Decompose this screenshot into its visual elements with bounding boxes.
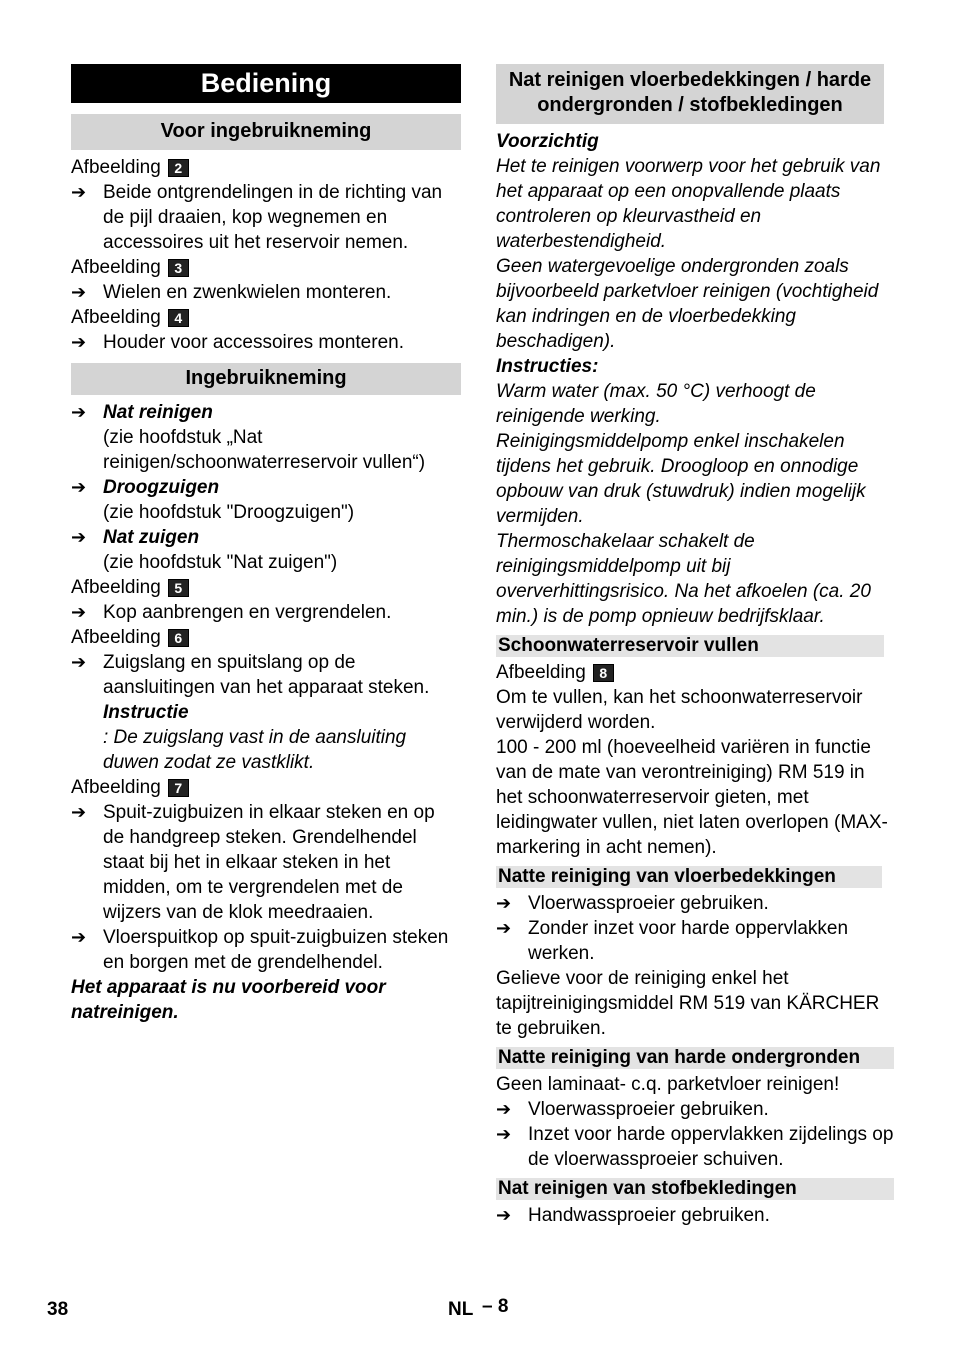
paragraph: 100 - 200 ml (hoeveelheid variëren in functie van de mate van verontreiniging) RM 519 in het schoonwaterreservoir gieten, met leidingwater vullen, niet laten overlopen (MAX-markering in acht nemen). xyxy=(496,737,888,858)
section-heading-stofbekledingen: Nat reinigen van stofbekledingen xyxy=(496,1178,894,1200)
page-number: 38 xyxy=(47,1299,69,1320)
section-heading-voor-ingebruikneming: Voor ingebruikneming xyxy=(71,114,461,150)
figure-number-badge: 2 xyxy=(168,159,189,177)
right-column xyxy=(496,64,894,1228)
mode-label: Droogzuigen xyxy=(103,477,220,498)
caution-text: Het te reinigen voorwerp voor het gebruik van het apparaat op een onopvallende plaats controleren op kleurvastheid en waterbestendigheid. xyxy=(496,156,881,252)
arrow-right-icon: ➔ xyxy=(496,1099,512,1119)
figure-number-badge: 3 xyxy=(168,259,189,277)
caution-label: Voorzichtig xyxy=(496,131,599,152)
chapter-reference: (zie hoofdstuk "Droogzuigen") xyxy=(103,502,355,523)
arrow-right-icon: ➔ xyxy=(496,1205,512,1225)
arrow-right-icon: ➔ xyxy=(496,918,512,938)
section-heading-nat-reinigen: Nat reinigen vloerbedekkingen / harde ondergronden / stofbekledingen xyxy=(496,64,884,124)
arrow-right-icon: ➔ xyxy=(496,1124,512,1144)
figure-reference: Afbeelding 4 xyxy=(71,305,461,330)
figure-reference: Afbeelding 6 xyxy=(71,625,461,650)
figure-reference: Afbeelding 8 xyxy=(496,660,894,685)
section-heading-vloerbedekkingen: Natte reiniging van vloerbedekkingen xyxy=(496,866,882,888)
paragraph: Gelieve voor de reiniging enkel het tapijtreinigingsmiddel RM 519 van KÄRCHER te gebruiken. xyxy=(496,968,880,1039)
figure-number-badge: 6 xyxy=(168,629,189,647)
instruction-text: Warm water (max. 50 °C) verhoogt de reinigende werking. xyxy=(496,381,816,427)
paragraph: Om te vullen, kan het schoonwaterreservoir verwijderd worden. xyxy=(496,687,863,733)
figure-reference: Afbeelding 7 xyxy=(71,775,461,800)
arrow-right-icon: ➔ xyxy=(71,282,87,302)
arrow-right-icon: ➔ xyxy=(71,477,87,497)
language-code: NL xyxy=(448,1299,474,1320)
figure-reference: Afbeelding 5 xyxy=(71,575,461,600)
paragraph: Geen laminaat- c.q. parketvloer reinigen! xyxy=(496,1074,840,1095)
instruction-step: ➔ Vloerwassproeier gebruiken. xyxy=(496,1099,769,1120)
figure-number-badge: 5 xyxy=(168,579,189,597)
section-page-number: – 8 xyxy=(482,1296,509,1317)
instruction-step: ➔ Zuigslang en spuitslang op de aansluitingen van het apparaat steken. Instructie : De zuigslang vast in de aansluiting duwen zodat ze vastklikt. xyxy=(71,650,461,775)
figure-number-badge: 4 xyxy=(168,309,189,327)
figure-reference: Afbeelding 3 xyxy=(71,255,461,280)
instruction-step: ➔ Wielen en zwenkwielen monteren. xyxy=(71,282,392,303)
chapter-reference: (zie hoofdstuk „Nat reinigen/schoonwaterreservoir vullen“) xyxy=(103,427,426,473)
instruction-step: ➔ Vloerwassproeier gebruiken. xyxy=(496,893,769,914)
instruction-step xyxy=(71,400,461,475)
mode-label: Nat zuigen xyxy=(103,527,200,548)
instruction-step: ➔ Kop aanbrengen en vergrendelen. xyxy=(71,602,392,623)
instructions-label: Instructies: xyxy=(496,356,599,377)
instruction-step: ➔ Beide ontgrendelingen in de richting van de pijl draaien, kop wegnemen en accessoires uit het reservoir nemen. xyxy=(71,182,443,253)
figure-number-badge: 7 xyxy=(168,779,189,797)
note-text: : De zuigslang vast in de aansluiting duwen zodat ze vastklikt. xyxy=(103,727,407,773)
instruction-text: Thermoschakelaar schakelt de reinigingsmiddelpomp uit bij oververhittingsrisico. Na het afkoelen (ca. 20 min.) is de pomp opnieuw bedrijfsklaar. xyxy=(496,531,871,627)
arrow-right-icon: ➔ xyxy=(71,602,87,622)
figure-reference: Afbeelding 2 xyxy=(71,155,461,180)
section-heading-ingebruikneming: Ingebruikneming xyxy=(71,363,461,395)
instruction-step xyxy=(71,475,461,525)
instruction-step: ➔ Spuit-zuigbuizen in elkaar steken en op de handgreep steken. Grendelhendel staat bij het in elkaar steken in het midden, om te vergrendelen met de wijzers van de klok meedraaien. xyxy=(71,802,435,923)
instruction-step: ➔ Inzet voor harde oppervlakken zijdelings op de vloerwassproeier schuiven. xyxy=(496,1124,894,1170)
instruction-step: ➔ Vloerspuitkop op spuit-zuigbuizen steken en borgen met de grendelhendel. xyxy=(71,927,449,973)
section-heading-schoonwaterreservoir: Schoonwaterreservoir vullen xyxy=(496,635,884,657)
instruction-text: Reinigingsmiddelpomp enkel inschakelen tijdens het gebruik. Droogloop en onnodige opbouw van druk (stuwdruk) indien mogelijk vermijden. xyxy=(496,431,866,527)
mode-label: Nat reinigen xyxy=(103,402,213,423)
section-heading-harde-ondergronden: Natte reiniging van harde ondergronden xyxy=(496,1047,894,1069)
arrow-right-icon: ➔ xyxy=(71,802,87,822)
instruction-step: ➔ Houder voor accessoires monteren. xyxy=(71,332,404,353)
figure-number-badge: 8 xyxy=(593,664,614,682)
arrow-right-icon: ➔ xyxy=(71,927,87,947)
arrow-right-icon: ➔ xyxy=(71,652,87,672)
chapter-reference: (zie hoofdstuk "Nat zuigen") xyxy=(103,552,338,573)
caution-text: Geen watergevoelige ondergronden zoals bijvoorbeeld parketvloer reinigen (vochtigheid kan indringen en de vloerbedekking beschadigen). xyxy=(496,256,879,352)
instruction-step xyxy=(71,525,461,575)
instruction-step: ➔ Zonder inzet voor harde oppervlakken werken. xyxy=(496,918,849,964)
page-title: Bediening xyxy=(71,64,461,103)
arrow-right-icon: ➔ xyxy=(71,182,87,202)
closing-note: Het apparaat is nu voorbereid voor natreinigen. xyxy=(71,977,386,1023)
arrow-right-icon: ➔ xyxy=(71,527,87,547)
note-label: Instructie xyxy=(103,702,189,723)
arrow-right-icon: ➔ xyxy=(496,893,512,913)
instruction-step: ➔ Handwassproeier gebruiken. xyxy=(496,1205,770,1226)
arrow-right-icon: ➔ xyxy=(71,402,87,422)
arrow-right-icon: ➔ xyxy=(71,332,87,352)
left-column xyxy=(71,64,461,1025)
